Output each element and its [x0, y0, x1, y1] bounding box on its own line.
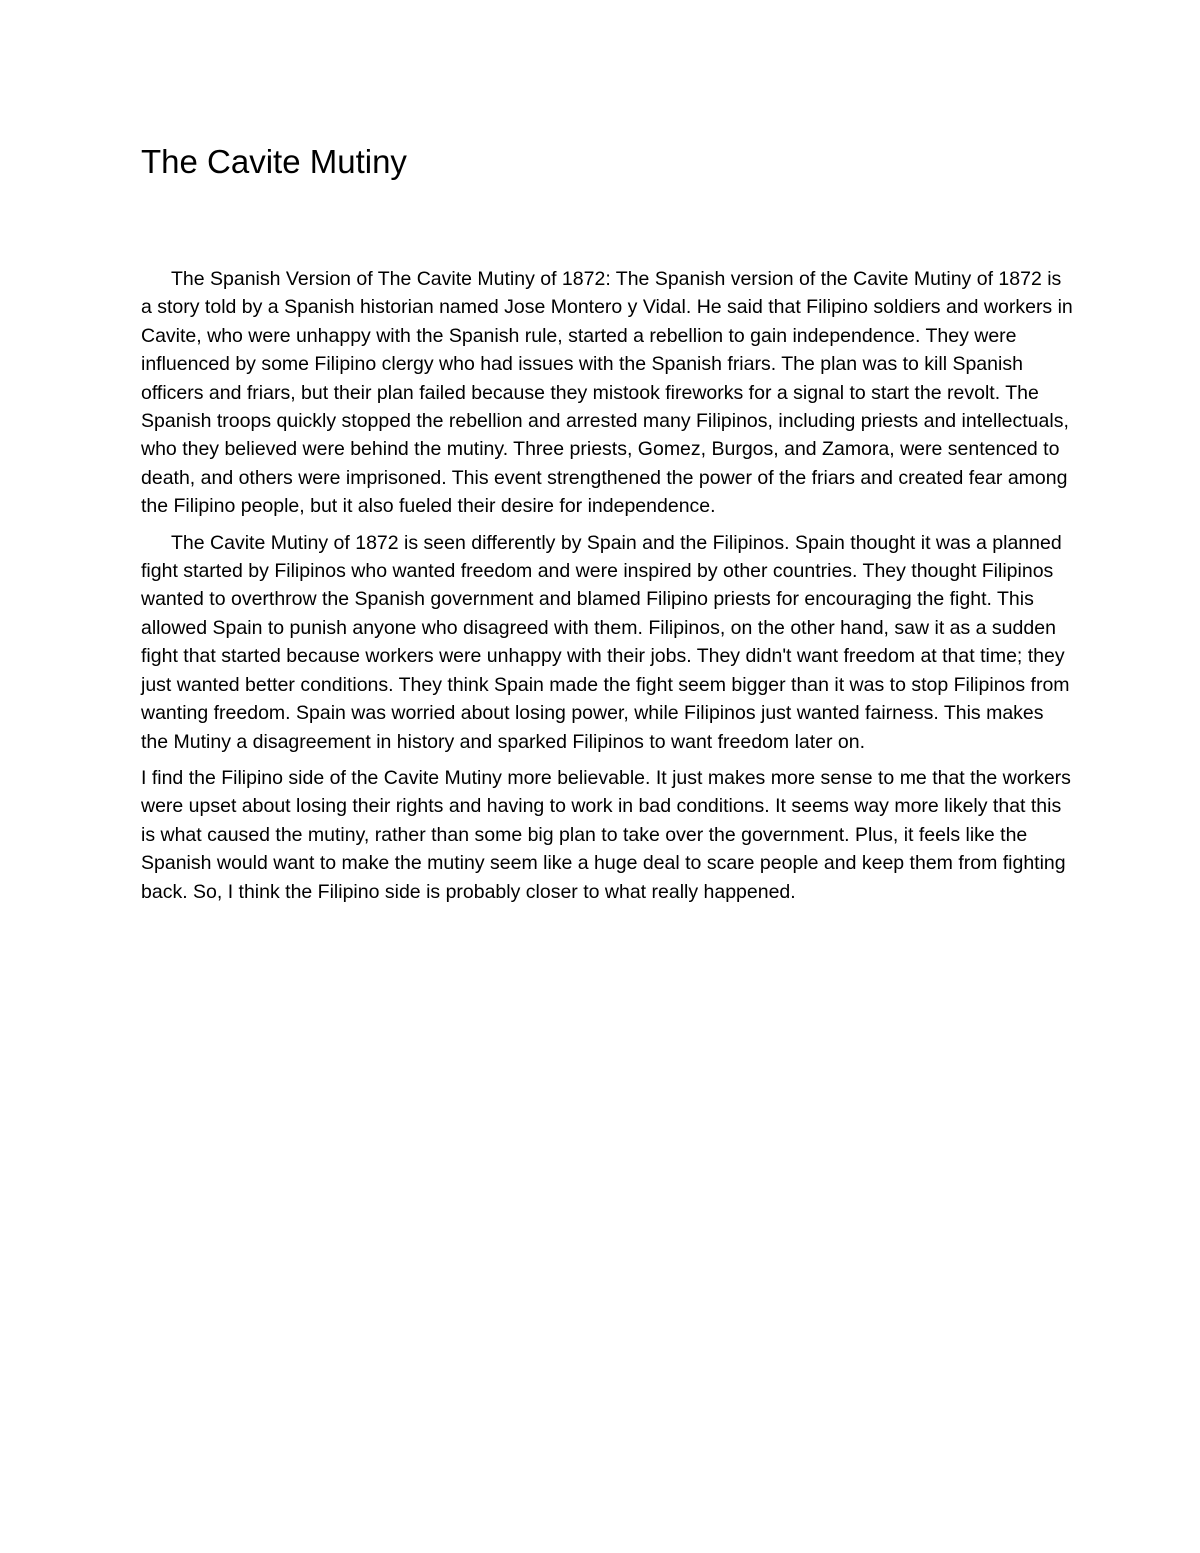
document-body: [141, 265, 1076, 914]
paragraph-spanish-version: The Spanish Version of The Cavite Mutiny of 1872: The Spanish version of the Cavite Mutiny of 1872 is a story told by a Spanish historian named Jose Montero y Vidal. He said that Filipino soldiers and workers in Cavite, who were unhappy with the Spanish rule, started a rebellion to gain independence. They were influenced by some Filipino clergy who had issues with the Spanish friars. The plan was to kill Spanish officers and friars, but their plan failed because they mistook fireworks for a signal to start the revolt. The Spanish troops quickly stopped the rebellion and arrested many Filipinos, including priests and intellectuals, who they believed were behind the mutiny. Three priests, Gomez, Burgos, and Zamora, were sentenced to death, and others were imprisoned. This event strengthened the power of the friars and created fear among the Filipino people, but it also fueled their desire for independence.: [141, 268, 1073, 518]
paragraph-opinion: I find the Filipino side of the Cavite Mutiny more believable. It just makes more sense to me that the workers were upset about losing their rights and having to work in bad conditions. It seems way more likely that this is what caused the mutiny, rather than some big plan to take over the government. Plus, it feels like the Spanish would want to make the mutiny seem like a huge deal to scare people and keep them from fighting back. So, I think the Filipino side is probably closer to what really happened.: [141, 766, 1071, 903]
paragraph-comparison: The Cavite Mutiny of 1872 is seen differently by Spain and the Filipinos. Spain thought it was a planned fight started by Filipinos who wanted freedom and were inspired by other countries. They thought Filipinos wanted to overthrow the Spanish government and blamed Filipino priests for encouraging the fight. This allowed Spain to punish anyone who disagreed with them. Filipinos, on the other hand, saw it as a sudden fight that started because workers were unhappy with their jobs. They didn't want freedom at that time; they just wanted better conditions. They think Spain made the fight seem bigger than it was to stop Filipinos from wanting freedom. Spain was worried about losing power, while Filipinos just wanted fairness. This makes the Mutiny a disagreement in history and sparked Filipinos to want freedom later on.: [141, 531, 1070, 753]
document-title: The Cavite Mutiny: [141, 143, 407, 180]
